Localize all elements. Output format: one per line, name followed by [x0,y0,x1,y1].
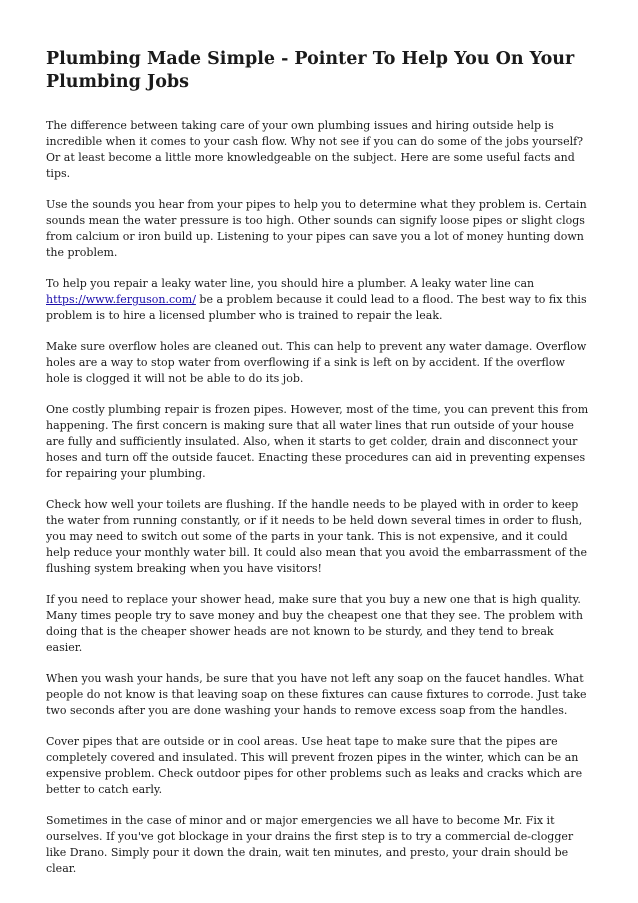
paragraph-emergencies: Sometimes in the case of minor and or major emergencies we all have to become Mr. Fix it ourselves. If you've got blockage in your drains the first step is to try a commercial de-clogger like Drano. Simply pour it down the drain, wait ten minutes, and presto, your drain should be clear. [46,814,574,875]
paragraph-intro: The difference between taking care of your own plumbing issues and hiring outside help is incredible when it comes to your cash flow. Why not see if you can do some of the jobs yourself? Or at least become a little more knowledgeable on the subject. Here are some useful facts and tips. [46,119,584,180]
paragraph-cover-pipes: Cover pipes that are outside or in cool areas. Use heat tape to make sure that the pipes are completely covered and insulated. This will prevent frozen pipes in the winter, which can be an expensive problem. Check outdoor pipes for other problems such as leaks and cracks which are better to catch early. [46,735,583,796]
paragraph-leaky-text-after: be a problem because it could lead to a flood. The best way to fix this problem is to hire a licensed plumber who is trained to repair the leak. [46,293,587,322]
paragraph-shower-head: If you need to replace your shower head, make sure that you buy a new one that is high quality. Many times people try to save money and buy the cheapest one that they see. The problem with doing that is the cheaper shower heads are not known to be sturdy, and they tend to break easier. [46,593,583,654]
paragraph-leaky-text-before: To help you repair a leaky water line, you should hire a plumber. A leaky water line can [46,277,535,290]
paragraph-toilets: Check how well your toilets are flushing. If the handle needs to be played with in order to keep the water from running constantly, or if it needs to be held down several times in order to flush, you may need to switch out some of the parts in your tank. This is not expensive, and it could help reduce your monthly water bill. It could also mean that you avoid the embarrassment of the flushing system breaking when you have visitors! [46,498,588,575]
paragraph-pipe-sounds: Use the sounds you hear from your pipes to help you to determine what they problem is. Certain sounds mean the water pressure is too high. Other sounds can signify loose pipes or slight clogs from calcium or iron build up. Listening to your pipes can save you a lot of money hunting down the problem. [46,198,587,259]
document-title: Plumbing Made Simple - Pointer To Help You On Your Plumbing Jobs [46,49,575,92]
ferguson-link[interactable]: https://www.ferguson.com/ [46,293,196,306]
paragraph-soap: When you wash your hands, be sure that you have not left any soap on the faucet handles. What people do not know is that leaving soap on these fixtures can cause fixtures to corrode. Just take two seconds after you are done washing your hands to remove excess soap from the handles. [46,672,587,717]
paragraph-leaky-water-line [46,276,592,324]
paragraph-frozen-pipes: One costly plumbing repair is frozen pipes. However, most of the time, you can prevent this from happening. The first concern is making sure that all water lines that run outside of your house are fully and sufficiently insulated. Also, when it starts to get colder, drain and disconnect your hoses and turn off the outside faucet. Enacting these procedures can aid in preventing expenses for repairing your plumbing. [46,403,589,480]
paragraph-overflow-holes: Make sure overflow holes are cleaned out. This can help to prevent any water damage. Overflow holes are a way to stop water from overflowing if a sink is left on by accident. If the overflow hole is clogged it will not be able to do its job. [46,340,587,385]
